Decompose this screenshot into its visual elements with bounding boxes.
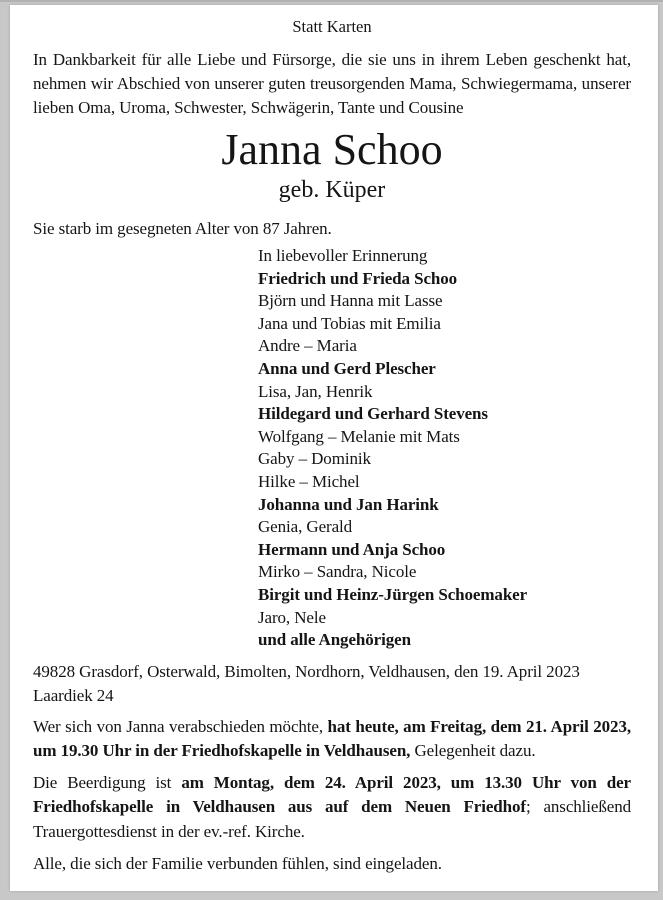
mourner-line: Jana und Tobias mit Emilia (258, 313, 441, 333)
mourner-line: Hildegard und Gerhard Stevens (258, 404, 488, 424)
mourner-line: und alle Angehörigen (258, 630, 411, 650)
burial-paragraph (33, 771, 631, 845)
death-age-line: Sie starb im gesegneten Alter von 87 Jahren. (33, 219, 332, 238)
text-segment: Wer sich von Janna verabschieden möchte, (33, 716, 328, 736)
mourners-list (258, 245, 631, 652)
farewell-paragraph (33, 715, 631, 764)
maiden-name: geb. Küper (278, 177, 386, 203)
mourner-line: Friedrich und Frieda Schoo (258, 268, 458, 288)
mourner-line: Johanna und Jan Harink (258, 494, 439, 514)
mourner-line: Birgit und Heinz-Jürgen Schoemaker (258, 584, 528, 604)
address-line-street: Laardiek 24 (33, 685, 114, 705)
text-segment: hat heute, am Freitag, dem 21. April 2023, um 19.30 Uhr in der Friedhofskapelle in Veldhausen, (33, 716, 631, 761)
mourner-line: Mirko – Sandra, Nicole (258, 562, 417, 582)
mourner-line: Lisa, Jan, Henrik (258, 381, 373, 401)
mourner-line: Genia, Gerald (258, 517, 353, 537)
mourner-line: Andre – Maria (258, 336, 357, 356)
mourner-line: Jaro, Nele (258, 607, 326, 627)
mourner-line: Björn und Hanna mit Lasse (258, 291, 443, 311)
mourner-line: Hermann und Anja Schoo (258, 539, 446, 559)
mourner-line: Gaby – Dominik (258, 449, 371, 469)
text-segment: Die Beerdigung ist (33, 772, 182, 792)
deceased-name: Janna Schoo (221, 125, 443, 174)
text-segment: ; anschließend Trauergottesdienst in der ev.-ref. Kirche. (33, 797, 631, 842)
text-segment: am Montag, dem 24. April 2023, um 13.30 Uhr von der Friedhofskapelle in Veldhausen aus auf dem Neuen Friedhof (33, 772, 631, 817)
address-line-places-date: 49828 Grasdorf, Osterwald, Bimolten, Nordhorn, Veldhausen, den 19. April 2023 (33, 661, 580, 681)
obituary-card (10, 5, 658, 891)
mourner-line: Wolfgang – Melanie mit Mats (258, 426, 460, 446)
mourner-line: In liebevoller Erinnerung (258, 246, 428, 265)
closing-invitation-line: Alle, die sich der Familie verbunden fühlen, sind eingeladen. (33, 853, 442, 873)
mourner-line: Hilke – Michel (258, 471, 360, 491)
intro-paragraph: In Dankbarkeit für alle Liebe und Fürsorge, die sie uns in ihrem Leben geschenkt hat, nehmen wir Abschied von unserer guten treusorgenden Mama, Schwiegermama, unserer lieben Oma, Uroma, Schwester, Schwägerin, Tante und Cousine (33, 50, 631, 117)
mourner-line: Anna und Gerd Plescher (258, 358, 436, 378)
statt-karten-note: Statt Karten (292, 17, 372, 36)
text-segment: Gelegenheit dazu. (410, 741, 536, 761)
